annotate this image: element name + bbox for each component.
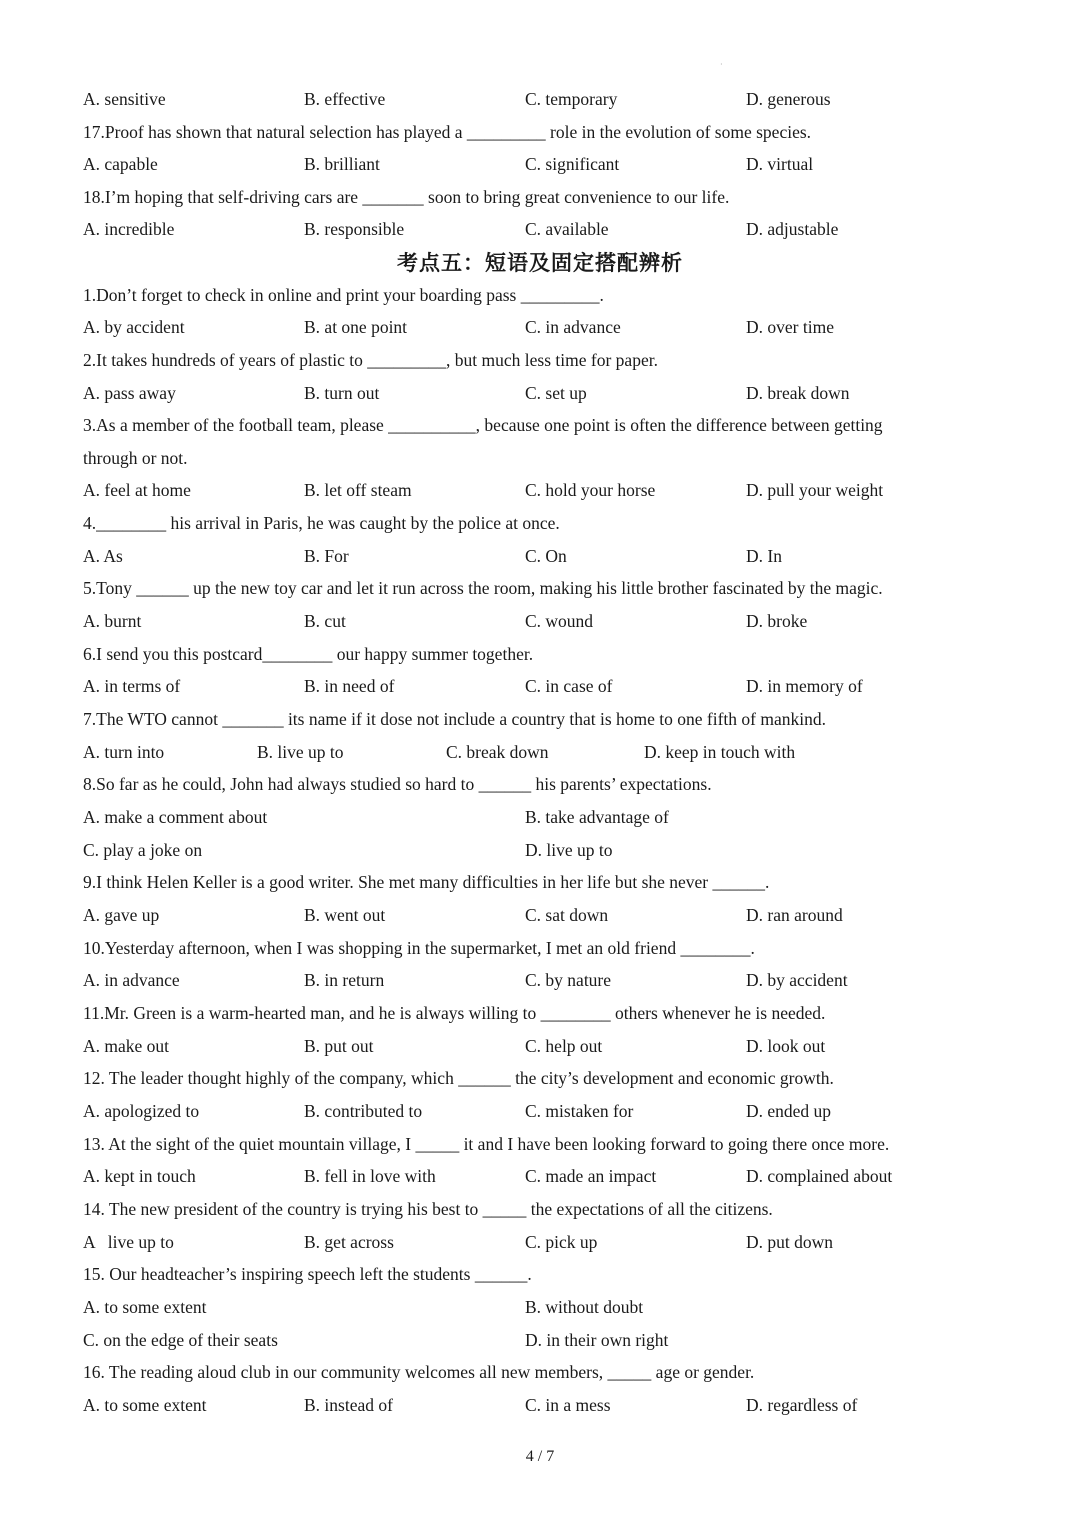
option-c: C. made an impact <box>525 1166 657 1186</box>
option-d: D. put down <box>746 1232 834 1252</box>
option-c: C. temporary <box>525 89 618 109</box>
option-a: A. to some extent <box>83 1297 207 1317</box>
option-c: C. mistaken for <box>525 1101 634 1121</box>
option-a: A. kept in touch <box>83 1166 196 1186</box>
option-d: D. by accident <box>746 970 848 990</box>
option-b: B. in need of <box>304 676 395 696</box>
question-stem: 9.I think Helen Keller is a good writer. She met many difficulties in her life but she never ______. <box>83 872 770 892</box>
option-a: A. in terms of <box>83 676 181 696</box>
question-stem: 12. The leader thought highly of the company, which ______ the city’s development and economic growth. <box>83 1068 834 1088</box>
option-a: A. burnt <box>83 611 142 631</box>
option-a: A. As <box>83 546 123 566</box>
option-b: B. get across <box>304 1232 394 1252</box>
option-d: D. broke <box>746 611 808 631</box>
option-b: B. For <box>304 546 349 566</box>
option-c: C. set up <box>525 383 587 403</box>
option-d: D. adjustable <box>746 219 839 239</box>
option-c: C. play a joke on <box>83 840 203 860</box>
question-stem: 6.I send you this postcard________ our happy summer together. <box>83 644 534 664</box>
option-a: A. make a comment about <box>83 807 268 827</box>
option-b: B. turn out <box>304 383 380 403</box>
option-c: C. wound <box>525 611 594 631</box>
option-d: D. complained about <box>746 1166 893 1186</box>
option-c: C. on the edge of their seats <box>83 1330 278 1350</box>
option-d: D. live up to <box>525 840 613 860</box>
option-b: B. brilliant <box>304 154 380 174</box>
option-d: D. generous <box>746 89 831 109</box>
question-stem: 5.Tony ______ up the new toy car and let it run across the room, making his little brother fascinated by the magic. <box>83 578 883 598</box>
option-b: B. put out <box>304 1036 374 1056</box>
question-stem: 2.It takes hundreds of years of plastic to _________, but much less time for paper. <box>83 350 658 370</box>
question-stem: 14. The new president of the country is trying his best to _____ the expectations of all the citizens. <box>83 1199 773 1219</box>
option-b: B. without doubt <box>525 1297 644 1317</box>
option-a: A. by accident <box>83 317 185 337</box>
option-a: A. pass away <box>83 383 176 403</box>
question-stem: 3.As a member of the football team, please __________, because one point is often the difference between getting <box>83 415 883 435</box>
question-stem: 16. The reading aloud club in our community welcomes all new members, _____ age or gender. <box>83 1362 755 1382</box>
option-b: B. instead of <box>304 1395 393 1415</box>
option-d: D. ended up <box>746 1101 832 1121</box>
option-c: C. break down <box>446 742 549 762</box>
question-stem: 11.Mr. Green is a warm-hearted man, and he is always willing to ________ others whenever he is needed. <box>83 1003 826 1023</box>
option-d: D. In <box>746 546 782 566</box>
question-stem: 1.Don’t forget to check in online and print your boarding pass _________. <box>83 285 604 305</box>
option-a: A. to some extent <box>83 1395 207 1415</box>
question-stem-continued: through or not. <box>83 448 188 468</box>
option-c: C. in a mess <box>525 1395 611 1415</box>
question-stem: 8.So far as he could, John had always studied so hard to ______ his parents’ expectations. <box>83 774 712 794</box>
question-stem: 18.I’m hoping that self-driving cars are _______ soon to bring great convenience to our life. <box>83 187 730 207</box>
option-d: D. ran around <box>746 905 843 925</box>
option-a: A. turn into <box>83 742 165 762</box>
option-d: D. over time <box>746 317 834 337</box>
section-title: 考点五：短语及固定搭配辨析 <box>397 250 683 275</box>
option-c: C. help out <box>525 1036 603 1056</box>
question-stem: 17.Proof has shown that natural selection has played a _________ role in the evolution of some species. <box>83 122 812 142</box>
option-b: B. at one point <box>304 317 408 337</box>
question-stem: 7.The WTO cannot _______ its name if it dose not include a country that is home to one fifth of mankind. <box>83 709 826 729</box>
option-d: D. in their own right <box>525 1330 669 1350</box>
option-a: A live up to <box>83 1232 174 1252</box>
question-stem: 15. Our headteacher’s inspiring speech left the students ______. <box>83 1264 532 1284</box>
option-a: A. capable <box>83 154 158 174</box>
option-c: C. sat down <box>525 905 609 925</box>
option-c: C. available <box>525 219 609 239</box>
option-d: D. virtual <box>746 154 814 174</box>
option-c: C. significant <box>525 154 620 174</box>
option-b: B. in return <box>304 970 385 990</box>
option-b: B. fell in love with <box>304 1166 436 1186</box>
question-stem: 13. At the sight of the quiet mountain village, I _____ it and I have been looking forward to going there once more. <box>83 1134 890 1154</box>
option-c: C. in advance <box>525 317 621 337</box>
question-stem: 4.________ his arrival in Paris, he was caught by the police at once. <box>83 513 560 533</box>
option-c: C. by nature <box>525 970 612 990</box>
option-a: A. in advance <box>83 970 180 990</box>
option-d: D. break down <box>746 383 850 403</box>
option-b: B. went out <box>304 905 386 925</box>
option-a: A. feel at home <box>83 480 191 500</box>
option-c: C. hold your horse <box>525 480 656 500</box>
option-b: B. effective <box>304 89 386 109</box>
option-d: D. look out <box>746 1036 826 1056</box>
scan-speck: · <box>720 60 723 69</box>
option-d: D. keep in touch with <box>644 742 796 762</box>
option-d: D. regardless of <box>746 1395 858 1415</box>
option-a: A. make out <box>83 1036 170 1056</box>
option-b: B. let off steam <box>304 480 412 500</box>
option-a: A. apologized to <box>83 1101 200 1121</box>
option-c: C. On <box>525 546 567 566</box>
page-number: 4 / 7 <box>525 1448 555 1465</box>
option-c: C. pick up <box>525 1232 598 1252</box>
option-b: B. contributed to <box>304 1101 423 1121</box>
option-b: B. take advantage of <box>525 807 669 827</box>
option-b: B. responsible <box>304 219 405 239</box>
option-b: B. live up to <box>257 742 344 762</box>
option-a: A. gave up <box>83 905 160 925</box>
option-d: D. pull your weight <box>746 480 884 500</box>
question-stem: 10.Yesterday afternoon, when I was shopping in the supermarket, I met an old friend ________. <box>83 938 755 958</box>
option-a: A. sensitive <box>83 89 166 109</box>
option-a: A. incredible <box>83 219 175 239</box>
option-c: C. in case of <box>525 676 613 696</box>
option-b: B. cut <box>304 611 346 631</box>
option-d: D. in memory of <box>746 676 863 696</box>
